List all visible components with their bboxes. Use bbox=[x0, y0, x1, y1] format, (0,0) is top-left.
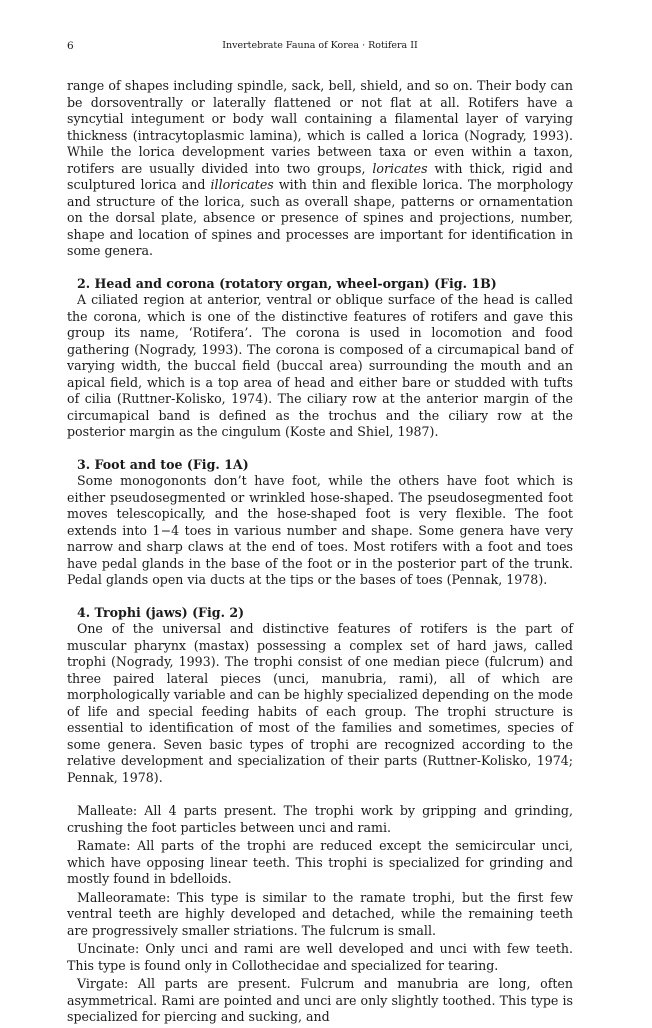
term-loricates: loricates bbox=[372, 160, 428, 176]
intro-text-3: with thin and flexible lorica. The morphology and structure of the lorica, such as overall shape, patterns or ornamentation on the dorsal plate, absence or presence of spines and projections, number, shape and location of spines and processes are important for identification in some genera. bbox=[67, 177, 573, 258]
page-number: 6 bbox=[67, 40, 74, 52]
section-paragraph: One of the universal and distinctive features of rotifers is the part of muscular pharynx (mastax) possessing a complex set of hard jaws, called trophi (Nogrady, 1993). The trophi consist of one median piece (fulcrum) and three paired lateral pieces (unci, manubria, rami), all of which are morphologically variable and can be highly specialized depending on the mode of life and special feeding habits of each group. The trophi structure is essential to identification of most of the families and sometimes, species of some genera. Seven basic types of trophi are recognized according to the relative development and specialization of their parts (Ruttner-Kolisko, 1974; Pennak, 1978). bbox=[67, 621, 573, 785]
running-head bbox=[67, 40, 573, 56]
term-illoricates: illoricates bbox=[210, 177, 274, 192]
trophi-type-ramate: Ramate: All parts of the trophi are reduced except the semicircular unci, which have opposing linear teeth. This trophi is specialized for grinding and mostly found in bdelloids. bbox=[67, 838, 573, 886]
section-paragraph: Some monogononts don’t have foot, while the others have foot which is either pseudosegmented or wrinkled hose-shaped. The pseudosegmented foot moves telescopically, and the hose-shaped foot is very flexible. The foot extends into 1−4 toes in various number and shape. Some genera have very narrow and sharp claws at the end of toes. Most rotifers with a foot and toes have pedal glands in the base of the foot or in the posterior part of the trunk. Pedal glands open via ducts at the tips or the bases of toes (Pennak, 1978). bbox=[67, 473, 573, 587]
intro-text-1: range of shapes including spindle, sack, bell, shield, and so on. Their body can be dorsoventrally or laterally flattened or not flat at all. Rotifers have a syncytial integument or body wall containing a filamental layer of varying thickness (intracytoplasmic lamina), which is called a lorica (Nogrady, 1993). While the lorica development varies between taxa or even within a taxon, rotifers are usually divided into two groups, bbox=[67, 78, 573, 176]
intro-paragraph bbox=[67, 78, 573, 260]
trophi-type-malleoramate: Malleoramate: This type is similar to the ramate trophi, but the first few ventral teeth are highly developed and detached, while the remaining teeth are progressively smaller striations. The fulcrum is small. bbox=[67, 889, 573, 938]
trophi-types-list bbox=[67, 803, 573, 1026]
section-head-corona bbox=[67, 276, 573, 441]
section-trophi bbox=[67, 605, 573, 787]
section-heading: 2. Head and corona (rotatory organ, wheel-organ) (Fig. 1B) bbox=[77, 275, 497, 291]
trophi-type-malleate: Malleate: All 4 parts present. The trophi work by gripping and grinding, crushing the foot particles between unci and rami. bbox=[67, 803, 573, 835]
section-foot-toe bbox=[67, 457, 573, 589]
document-page bbox=[67, 40, 573, 1028]
section-heading: 3. Foot and toe (Fig. 1A) bbox=[77, 456, 249, 472]
running-head-title: Invertebrate Fauna of Korea · Rotifera II bbox=[222, 40, 418, 51]
intro-text-2: with thick, rigid and sculptured lorica and bbox=[67, 160, 573, 192]
trophi-type-uncinate: Uncinate: Only unci and rami are well developed and unci with few teeth. This type is found only in Collothecidae and specialized for tearing. bbox=[67, 941, 573, 973]
body-text bbox=[67, 78, 573, 1026]
trophi-type-virgate: Virgate: All parts are present. Fulcrum and manubria are long, often asymmetrical. Rami are pointed and unci are only slightly toothed. This type is specialized for piercing and sucking, and bbox=[67, 976, 573, 1024]
section-paragraph: A ciliated region at anterior, ventral or oblique surface of the head is called the corona, which is one of the distinctive features of rotifers and gave this group its name, ‘Rotifera’. The corona is used in locomotion and food gathering (Nogrady, 1993). The corona is composed of a circumapical band of varying width, the buccal field (buccal area) surrounding the mouth and an apical field, which is a top area of head and either bare or studded with tufts of cilia (Ruttner-Kolisko, 1974). The ciliary row at the anterior margin of the circumapical band is defined as the trochus and the ciliary row at the posterior margin as the cingulum (Koste and Shiel, 1987). bbox=[67, 292, 573, 439]
section-heading: 4. Trophi (jaws) (Fig. 2) bbox=[77, 604, 245, 620]
